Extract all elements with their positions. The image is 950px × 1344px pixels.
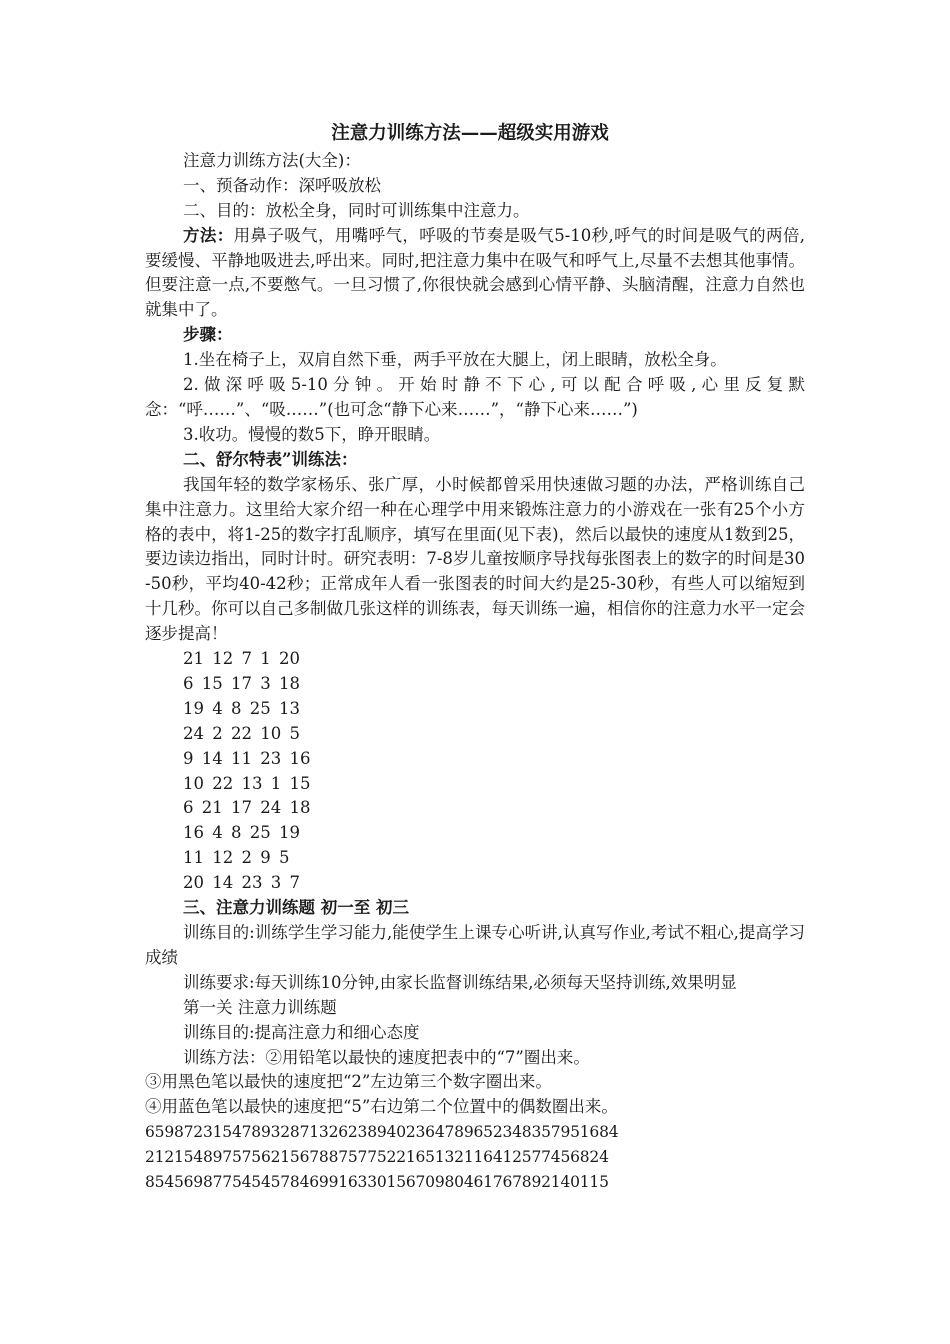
grid-row: 6 15 17 3 18 bbox=[183, 673, 300, 693]
method-label: 方法： bbox=[183, 225, 234, 245]
grid-row: 24 2 22 10 5 bbox=[183, 723, 300, 743]
digit-row: 659872315478932871326238940236478965234835795​1684 bbox=[145, 1123, 619, 1142]
section2-heading: 二、舒尔特表”训练法： bbox=[183, 449, 358, 469]
grid-row: 20 14 23 3 7 bbox=[183, 873, 300, 893]
grid-row: 21 12 7 1 20 bbox=[183, 649, 300, 669]
training-method-3: ③用黑色笔以最快的速度把“2”左边第三个数字圈出来。 bbox=[145, 1072, 552, 1092]
training-method-4: ④用蓝色笔以最快的速度把“5”右边第二个位置中的偶数圈出来。 bbox=[145, 1097, 618, 1117]
method-text: 用鼻子吸气，用嘴呼气，呼吸的节奏是吸气5-10秒,呼气的时间是吸气的两倍,要缓慢、平静地吸进去,呼出来。同时,把注意力集中在吸气和呼气上,尽量不去想其他事情。但要注意一点,不要憋气。一旦习惯了,你很快就会感到心情平静、头脑清醒，注意力自然也就集中了。 bbox=[145, 225, 806, 320]
step-1: 1.坐在椅子上，双肩自然下垂，两手平放在大腿上，闭上眼睛，放松全身。 bbox=[183, 350, 727, 370]
section1-purpose: 二、目的：放松全身，同时可训练集中注意力。 bbox=[183, 200, 530, 220]
training-goal: 训练目的:训练学生学习能力,能使学生上课专心听讲,认真写作业,考试不粗心,提高学习成绩 bbox=[145, 923, 805, 967]
step-3: 3.收功。慢慢的数5下，睁开眼睛。 bbox=[183, 424, 441, 444]
document-page bbox=[145, 122, 805, 1195]
document-title: 注意力训练方法——超级实用游戏 bbox=[331, 123, 609, 144]
schulte-grid bbox=[145, 647, 805, 896]
grid-row: 11 12 2 9 5 bbox=[183, 848, 290, 868]
training-method: 训练方法：②用铅笔以最快的速度把表中的“7”圈出来。 bbox=[183, 1047, 590, 1067]
section1-method bbox=[145, 224, 805, 324]
section3-heading: 三、注意力训练题 初一至 初三 bbox=[183, 898, 409, 918]
digit-row: 212154897575621567887577522165132116412577456824 bbox=[145, 1148, 609, 1167]
section2-text: 我国年轻的数学家杨乐、张广厚，小时候都曾采用快速做习题的办法，严格训练自己集中注意力。这里给大家介绍一种在心理学中用来锻炼注意力的小游戏在一张有25个小方格的表中，将1-25的数字打乱顺序，填写在里面(见下表)，然后以最快的速度从1数到25，要边读边指出，同时计时。研究表明：7-8岁儿童按顺序导找每张图表上的数字的时间是30-50秒，平均40-42秒；正常成年人看一张图表的时间大约是25-30秒，有些人可以缩短到十几秒。你可以自己多制做几张这样的训练表，每天训练一遍，相信你的注意力水平一定会逐步提高！ bbox=[145, 474, 805, 644]
steps-label: 步骤： bbox=[183, 325, 233, 345]
digit-row: 854569877545457846991633015670980461767892140115 bbox=[145, 1173, 609, 1192]
level1-title: 第一关 注意力训练题 bbox=[183, 997, 337, 1017]
level1-goal: 训练目的:提高注意力和细心态度 bbox=[183, 1022, 420, 1042]
grid-row: 10 22 13 1 15 bbox=[183, 773, 311, 793]
step-2: 2.做深呼吸5-10分钟。开始时静不下心,可以配合呼吸,心里反复默念：“呼……”、“吸……”(也可念“静下心来……”，“静下心来……”) bbox=[145, 375, 805, 419]
grid-row: 19 4 8 25 13 bbox=[183, 698, 300, 718]
grid-row: 9 14 11 23 16 bbox=[183, 748, 311, 768]
intro-line: 注意力训练方法(大全)： bbox=[183, 150, 361, 170]
grid-row: 16 4 8 25 19 bbox=[183, 823, 300, 843]
section1-heading: 一、预备动作：深呼吸放松 bbox=[183, 175, 381, 195]
grid-row: 6 21 17 24 18 bbox=[183, 798, 311, 818]
training-requirement: 训练要求:每天训练10分钟,由家长监督训练结果,必须每天坚持训练,效果明显 bbox=[183, 972, 737, 992]
